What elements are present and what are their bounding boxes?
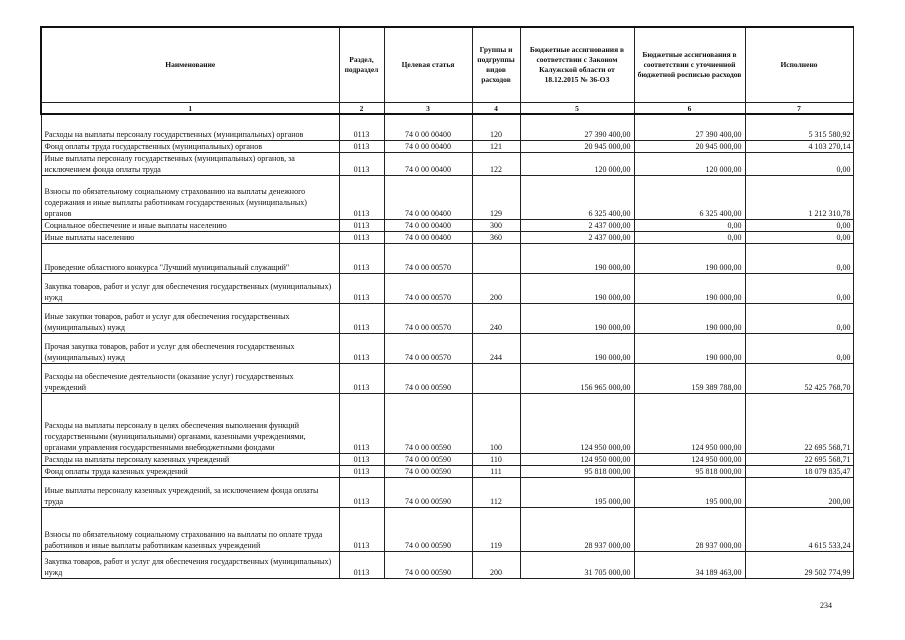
row-section: 0113 (339, 114, 384, 140)
column-number: 5 (520, 103, 634, 115)
table-row (41, 551, 853, 578)
row-target-article: 74 0 00 00400 (384, 114, 472, 140)
row-executed: 4 615 533,24 (745, 507, 853, 551)
row-name: Иные закупки товаров, работ и услуг для обеспечения государственных (муниципальных) нужд (41, 303, 339, 333)
row-section: 0113 (339, 219, 384, 231)
row-budget-law: 6 325 400,00 (520, 175, 634, 219)
table-row (41, 175, 853, 219)
row-budget-refined: 28 937 000,00 (634, 507, 745, 551)
row-section: 0113 (339, 453, 384, 465)
table-body (41, 114, 853, 578)
column-number: 7 (745, 103, 853, 115)
row-target-article: 74 0 00 00590 (384, 551, 472, 578)
row-expense-group (472, 363, 520, 393)
row-expense-group: 120 (472, 114, 520, 140)
header-executed: Исполнено (745, 27, 853, 103)
row-section: 0113 (339, 231, 384, 243)
budget-table-sheet (40, 26, 852, 579)
row-executed: 200,00 (745, 477, 853, 507)
row-executed: 0,00 (745, 243, 853, 273)
row-name: Фонд оплаты труда государственных (муниципальных) органов (41, 140, 339, 152)
row-budget-refined: 34 189 463,00 (634, 551, 745, 578)
table-row (41, 333, 853, 363)
row-name: Расходы на выплаты персоналу казенных учреждений (41, 453, 339, 465)
row-name: Иные выплаты населению (41, 231, 339, 243)
row-budget-refined: 195 000,00 (634, 477, 745, 507)
table-row (41, 453, 853, 465)
table-header-row (41, 27, 853, 103)
row-target-article: 74 0 00 00590 (384, 363, 472, 393)
row-executed: 0,00 (745, 231, 853, 243)
table-row (41, 303, 853, 333)
row-budget-refined: 190 000,00 (634, 303, 745, 333)
row-name: Прочая закупка товаров, работ и услуг для обеспечения государственных (муниципальных) нужд (41, 333, 339, 363)
column-number: 6 (634, 103, 745, 115)
table-row (41, 219, 853, 231)
row-budget-refined: 159 389 788,00 (634, 363, 745, 393)
table-row (41, 140, 853, 152)
row-budget-refined: 190 000,00 (634, 243, 745, 273)
row-section: 0113 (339, 551, 384, 578)
row-budget-law: 190 000,00 (520, 333, 634, 363)
row-target-article: 74 0 00 00400 (384, 175, 472, 219)
table-row (41, 114, 853, 140)
table-row (41, 393, 853, 453)
row-budget-law: 120 000,00 (520, 152, 634, 175)
table-row (41, 273, 853, 303)
row-section: 0113 (339, 393, 384, 453)
row-name: Социальное обеспечение и иные выплаты населению (41, 219, 339, 231)
table-row (41, 231, 853, 243)
row-section: 0113 (339, 152, 384, 175)
row-name: Расходы на выплаты персоналу государственных (муниципальных) органов (41, 114, 339, 140)
table-row (41, 507, 853, 551)
row-target-article: 74 0 00 00590 (384, 507, 472, 551)
row-name: Проведение областного конкурса "Лучший муниципальный служащий" (41, 243, 339, 273)
row-expense-group: 112 (472, 477, 520, 507)
row-executed: 0,00 (745, 219, 853, 231)
header-name: Наименование (41, 27, 339, 103)
row-executed: 1 212 310,78 (745, 175, 853, 219)
row-budget-refined: 120 000,00 (634, 152, 745, 175)
table-row (41, 465, 853, 477)
row-executed: 0,00 (745, 273, 853, 303)
row-target-article: 74 0 00 00400 (384, 140, 472, 152)
table-row (41, 363, 853, 393)
row-budget-refined: 0,00 (634, 231, 745, 243)
row-section: 0113 (339, 175, 384, 219)
row-expense-group: 129 (472, 175, 520, 219)
column-number: 1 (41, 103, 339, 115)
row-budget-law: 20 945 000,00 (520, 140, 634, 152)
row-executed: 4 103 270,14 (745, 140, 853, 152)
row-budget-refined: 0,00 (634, 219, 745, 231)
row-section: 0113 (339, 273, 384, 303)
row-name: Фонд оплаты труда казенных учреждений (41, 465, 339, 477)
row-name: Взносы по обязательному социальному страхованию на выплаты денежного содержания и иные выплаты работникам государственных (муниципальных) органов (41, 175, 339, 219)
row-budget-law: 190 000,00 (520, 243, 634, 273)
column-number: 4 (472, 103, 520, 115)
row-expense-group: 119 (472, 507, 520, 551)
row-budget-law: 124 950 000,00 (520, 453, 634, 465)
table-row (41, 243, 853, 273)
row-expense-group: 122 (472, 152, 520, 175)
row-budget-refined: 124 950 000,00 (634, 393, 745, 453)
table-row (41, 152, 853, 175)
row-expense-group: 110 (472, 453, 520, 465)
header-groups: Группы и подгруппы видов расходов (472, 27, 520, 103)
row-expense-group: 100 (472, 393, 520, 453)
header-budget-law: Бюджетные ассигнования в соответствии с Законом Калужской области от 18.12.2015 № 36-ОЗ (520, 27, 634, 103)
row-budget-law: 156 965 000,00 (520, 363, 634, 393)
row-name: Расходы на выплаты персоналу в целях обеспечения выполнения функций государственными (муниципальными) органами, казенными учреждениями, органами управления государственными внебюджетными фондами (41, 393, 339, 453)
row-budget-law: 190 000,00 (520, 303, 634, 333)
row-target-article: 74 0 00 00400 (384, 152, 472, 175)
row-executed: 22 695 568,71 (745, 453, 853, 465)
row-budget-law: 195 000,00 (520, 477, 634, 507)
row-executed: 0,00 (745, 333, 853, 363)
row-executed: 52 425 768,70 (745, 363, 853, 393)
row-name: Иные выплаты персоналу казенных учреждений, за исключением фонда оплаты труда (41, 477, 339, 507)
row-expense-group: 200 (472, 273, 520, 303)
row-executed: 18 079 835,47 (745, 465, 853, 477)
header-budget-refined: Бюджетные ассигнования в соответствии с уточненной бюджетной росписью расходов (634, 27, 745, 103)
row-budget-refined: 124 950 000,00 (634, 453, 745, 465)
row-budget-refined: 27 390 400,00 (634, 114, 745, 140)
row-budget-refined: 20 945 000,00 (634, 140, 745, 152)
row-section: 0113 (339, 333, 384, 363)
row-budget-law: 124 950 000,00 (520, 393, 634, 453)
row-target-article: 74 0 00 00590 (384, 453, 472, 465)
row-section: 0113 (339, 243, 384, 273)
row-expense-group: 200 (472, 551, 520, 578)
row-section: 0113 (339, 140, 384, 152)
row-target-article: 74 0 00 00570 (384, 303, 472, 333)
row-name: Взносы по обязательному социальному страхованию на выплаты по оплате труда работников и иные выплаты работникам казенных учреждений (41, 507, 339, 551)
row-target-article: 74 0 00 00590 (384, 393, 472, 453)
row-budget-law: 27 390 400,00 (520, 114, 634, 140)
row-budget-law: 31 705 000,00 (520, 551, 634, 578)
row-section: 0113 (339, 363, 384, 393)
row-target-article: 74 0 00 00400 (384, 231, 472, 243)
row-target-article: 74 0 00 00570 (384, 273, 472, 303)
page-number: 234 (820, 601, 832, 610)
row-budget-law: 190 000,00 (520, 273, 634, 303)
row-target-article: 74 0 00 00590 (384, 477, 472, 507)
row-executed: 0,00 (745, 152, 853, 175)
column-number-row (41, 103, 853, 115)
row-section: 0113 (339, 465, 384, 477)
row-budget-law: 95 818 000,00 (520, 465, 634, 477)
column-number: 3 (384, 103, 472, 115)
table-row (41, 477, 853, 507)
column-number: 2 (339, 103, 384, 115)
budget-table (40, 26, 854, 579)
row-target-article: 74 0 00 00400 (384, 219, 472, 231)
row-budget-law: 2 437 000,00 (520, 219, 634, 231)
row-executed: 22 695 568,71 (745, 393, 853, 453)
row-expense-group: 360 (472, 231, 520, 243)
row-target-article: 74 0 00 00590 (384, 465, 472, 477)
row-budget-refined: 190 000,00 (634, 273, 745, 303)
row-executed: 5 315 580,92 (745, 114, 853, 140)
row-name: Закупка товаров, работ и услуг для обеспечения государственных (муниципальных) нужд (41, 273, 339, 303)
row-budget-law: 28 937 000,00 (520, 507, 634, 551)
row-target-article: 74 0 00 00570 (384, 243, 472, 273)
row-budget-refined: 95 818 000,00 (634, 465, 745, 477)
row-budget-refined: 6 325 400,00 (634, 175, 745, 219)
row-budget-refined: 190 000,00 (634, 333, 745, 363)
row-expense-group: 244 (472, 333, 520, 363)
row-expense-group: 111 (472, 465, 520, 477)
row-executed: 29 502 774,99 (745, 551, 853, 578)
header-target: Целевая статья (384, 27, 472, 103)
row-target-article: 74 0 00 00570 (384, 333, 472, 363)
row-name: Расходы на обеспечение деятельности (оказание услуг) государственных учреждений (41, 363, 339, 393)
row-budget-law: 2 437 000,00 (520, 231, 634, 243)
row-section: 0113 (339, 477, 384, 507)
row-name: Иные выплаты персоналу государственных (муниципальных) органов, за исключением фонда оплаты труда (41, 152, 339, 175)
row-executed: 0,00 (745, 303, 853, 333)
row-name: Закупка товаров, работ и услуг для обеспечения государственных (муниципальных) нужд (41, 551, 339, 578)
row-section: 0113 (339, 507, 384, 551)
row-expense-group: 300 (472, 219, 520, 231)
header-section: Раздел, подраздел (339, 27, 384, 103)
row-expense-group: 121 (472, 140, 520, 152)
row-section: 0113 (339, 303, 384, 333)
row-expense-group: 240 (472, 303, 520, 333)
row-expense-group (472, 243, 520, 273)
